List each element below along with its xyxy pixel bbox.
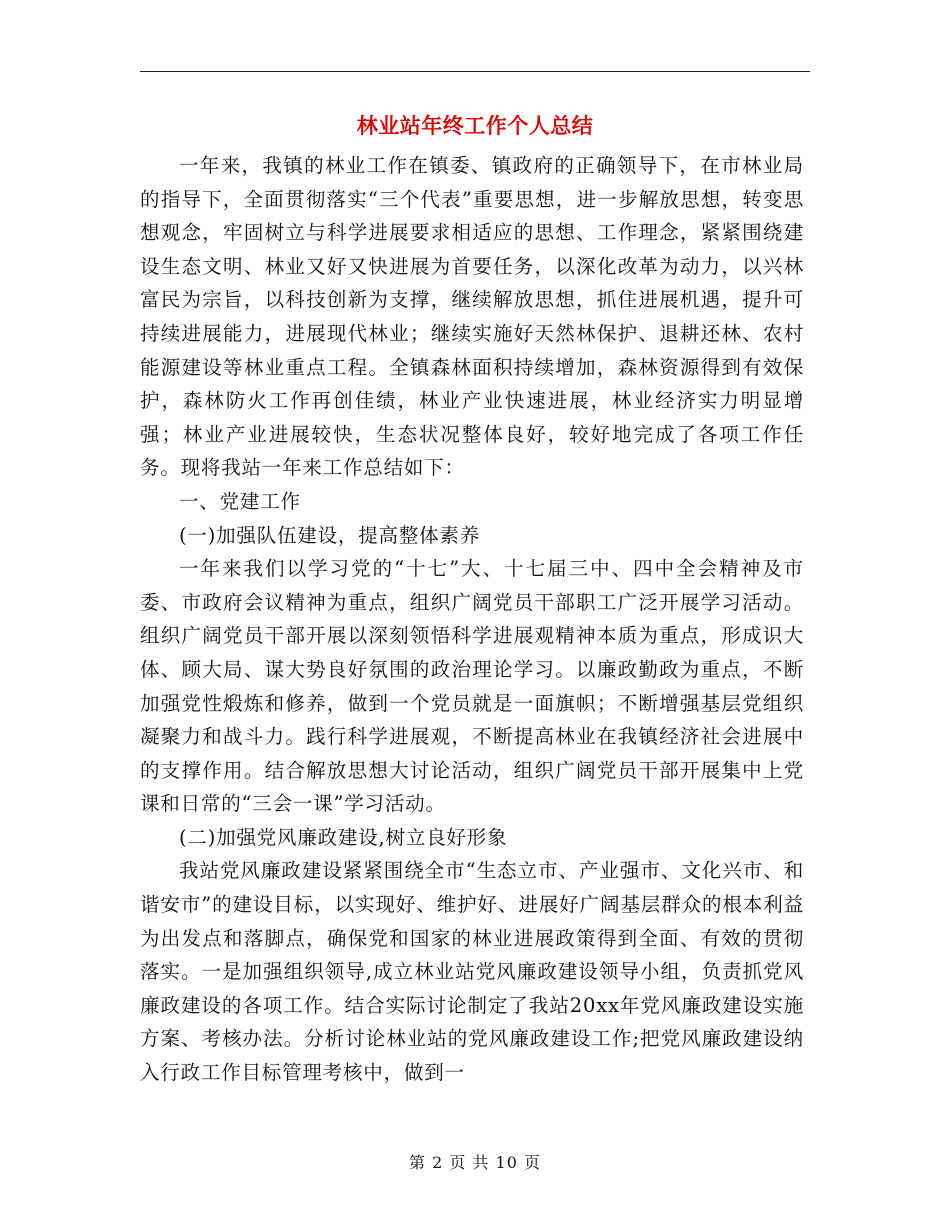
section-heading-party-building: 一、党建工作 [179,489,301,513]
team-building-paragraph: 一年来我们以学习党的“十七”大、十七届三中、四中全会精神及市委、市政府会议精神为重点，组织广阔党员干部职工广泛开展学习活动。组织广阔党员干部开展以深刻领悟科学进展观精神本质为重点，形成识大体、顾大局、谋大势良好氛围的政治理论学习。以廉政勤政为重点，不断加强党性煅炼和修养，做到一个党员就是一面旗帜；不断增强基层党组织凝聚力和战斗力。践行科学进展观，不断提高林业在我镇经济社会进展中的支撑作用。结合解放思想大讨论活动，组织广阔党员干部开展集中上党课和日常的“三会一课”学习活动。 [140,557,804,816]
integrity-paragraph: 我站党风廉政建设紧紧围绕全市“生态立市、产业强市、文化兴市、和谐安市”的建设目标，以实现好、维护好、进展好广阔基层群众的根本利益为出发点和落脚点，确保党和国家的林业进展政策得到全面、有效的贯彻落实。一是加强组织领导,成立林业站党风廉政建设领导小组，负责抓党风廉政建设的各项工作。结合实际讨论制定了我站20xx年党风廉政建设实施方案、考核办法。分析讨论林业站的党风廉政建设工作;把党风廉政建设纳入行政工作目标管理考核中，做到一 [140,859,804,1085]
document-title: 林业站年终工作个人总结 [356,114,594,138]
page-footer: 第 2 页 共 10 页 [409,1153,541,1172]
header-rule [140,71,810,72]
subsection-heading-team-building: (一)加强队伍建设，提高整体素养 [179,523,481,547]
document-body [140,149,804,1090]
subsection-heading-integrity: (二)加强党风廉政建设,树立良好形象 [179,825,508,849]
intro-paragraph: 一年来，我镇的林业工作在镇委、镇政府的正确领导下，在市林业局的指导下，全面贯彻落实“三个代表”重要思想，进一步解放思想，转变思想观念，牢固树立与科学进展要求相适应的思想、工作理念，紧紧围绕建设生态文明、林业又好又快进展为首要任务，以深化改革为动力，以兴林富民为宗旨，以科技创新为支撑，继续解放思想，抓住进展机遇，提升可持续进展能力，进展现代林业；继续实施好天然林保护、退耕还林、农村能源建设等林业重点工程。全镇森林面积持续增加，森林资源得到有效保护，森林防火工作再创佳绩，林业产业快速进展，林业经济实力明显增强；林业产业进展较快，生态状况整体良好，较好地完成了各项工作任务。现将我站一年来工作总结如下： [140,154,804,480]
